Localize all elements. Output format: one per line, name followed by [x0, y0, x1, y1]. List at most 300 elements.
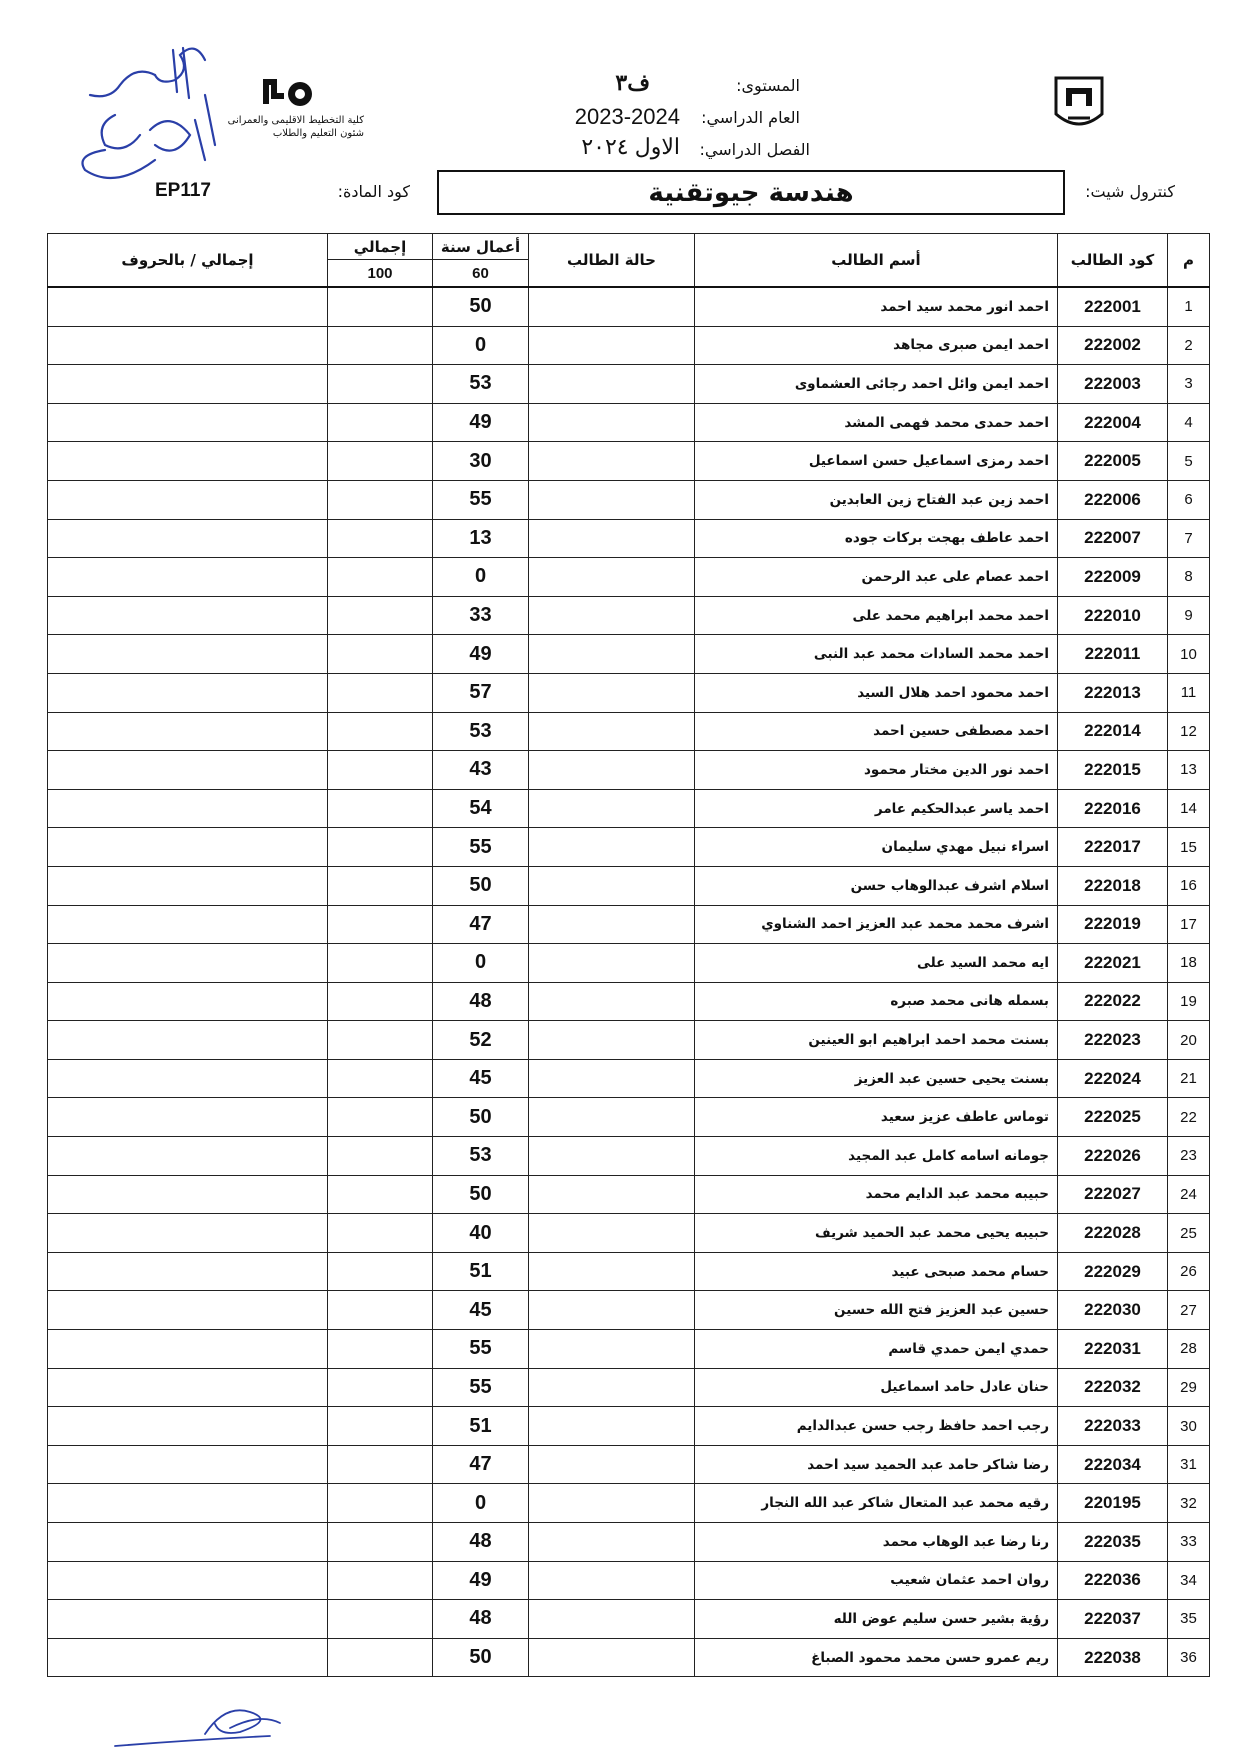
total-words-cell	[48, 1561, 328, 1600]
student-name-cell: اسلام اشرف عبدالوهاب حسن	[695, 866, 1058, 905]
student-code-cell: 222036	[1058, 1561, 1168, 1600]
student-name-cell: بسمله هانى محمد صبره	[695, 982, 1058, 1021]
status-cell	[529, 905, 695, 944]
total-words-cell	[48, 1600, 328, 1639]
total-cell	[328, 1291, 433, 1330]
total-words-cell	[48, 1291, 328, 1330]
year-work-cell: 49	[433, 403, 529, 442]
status-cell	[529, 982, 695, 1021]
row-number-cell: 11	[1168, 673, 1210, 712]
student-code-cell: 222031	[1058, 1330, 1168, 1369]
year-work-cell: 49	[433, 1561, 529, 1600]
status-cell	[529, 1445, 695, 1484]
student-code-cell: 222032	[1058, 1368, 1168, 1407]
total-words-cell	[48, 1445, 328, 1484]
total-words-cell	[48, 1137, 328, 1176]
student-code-cell: 222004	[1058, 403, 1168, 442]
status-cell	[529, 1561, 695, 1600]
student-code-cell: 222010	[1058, 596, 1168, 635]
status-cell	[529, 287, 695, 326]
status-cell	[529, 1098, 695, 1137]
student-name-cell: احمد عاطف بهجت بركات جوده	[695, 519, 1058, 558]
total-words-cell	[48, 326, 328, 365]
row-number-cell: 3	[1168, 365, 1210, 404]
total-cell	[328, 944, 433, 983]
student-code-cell: 222033	[1058, 1407, 1168, 1446]
table-row	[48, 1638, 1210, 1677]
table-row	[48, 751, 1210, 790]
total-words-cell	[48, 480, 328, 519]
row-number-cell: 18	[1168, 944, 1210, 983]
total-words-cell	[48, 558, 328, 597]
total-cell	[328, 1098, 433, 1137]
total-words-cell	[48, 1021, 328, 1060]
status-cell	[529, 480, 695, 519]
semester-value: الاول ٢٠٢٤	[581, 134, 680, 159]
table-row	[48, 944, 1210, 983]
table-row	[48, 1600, 1210, 1639]
student-code-cell: 222024	[1058, 1059, 1168, 1098]
col-student-code: كود الطالب	[1058, 234, 1168, 288]
student-name-cell: احمد رمزى اسماعيل حسن اسماعيل	[695, 442, 1058, 481]
year-work-cell: 55	[433, 1368, 529, 1407]
total-cell	[328, 403, 433, 442]
row-number-cell: 30	[1168, 1407, 1210, 1446]
grades-table	[47, 233, 1210, 1677]
table-row	[48, 673, 1210, 712]
status-cell	[529, 1638, 695, 1677]
student-code-cell: 222007	[1058, 519, 1168, 558]
status-cell	[529, 1059, 695, 1098]
row-number-cell: 21	[1168, 1059, 1210, 1098]
student-code-cell: 222017	[1058, 828, 1168, 867]
student-name-cell: رضا شاكر حامد عبد الحميد سيد احمد	[695, 1445, 1058, 1484]
year-work-cell: 49	[433, 635, 529, 674]
student-name-cell: احمد ايمن وائل احمد رجائى العشماوى	[695, 365, 1058, 404]
table-row	[48, 1252, 1210, 1291]
total-cell	[328, 1021, 433, 1060]
total-cell	[328, 1600, 433, 1639]
year-work-cell: 40	[433, 1214, 529, 1253]
table-row	[48, 365, 1210, 404]
status-cell	[529, 944, 695, 983]
year-work-cell: 45	[433, 1291, 529, 1330]
total-words-cell	[48, 982, 328, 1021]
total-words-cell	[48, 1175, 328, 1214]
control-sheet-label: كنترول شيت:	[1085, 182, 1175, 201]
status-cell	[529, 789, 695, 828]
student-code-cell: 222021	[1058, 944, 1168, 983]
table-row	[48, 1175, 1210, 1214]
total-cell	[328, 1638, 433, 1677]
student-code-cell: 222011	[1058, 635, 1168, 674]
status-cell	[529, 635, 695, 674]
row-number-cell: 6	[1168, 480, 1210, 519]
total-cell	[328, 1252, 433, 1291]
student-name-cell: اسراء نبيل مهدي سليمان	[695, 828, 1058, 867]
total-words-cell	[48, 1638, 328, 1677]
student-name-cell: حنان عادل حامد اسماعيل	[695, 1368, 1058, 1407]
faculty-text	[222, 114, 364, 140]
total-cell	[328, 712, 433, 751]
student-code-cell: 222015	[1058, 751, 1168, 790]
table-row	[48, 1021, 1210, 1060]
total-cell	[328, 828, 433, 867]
total-cell	[328, 1368, 433, 1407]
status-cell	[529, 442, 695, 481]
level-value: ف٣	[615, 70, 650, 95]
total-words-cell	[48, 944, 328, 983]
student-code-cell: 222022	[1058, 982, 1168, 1021]
status-cell	[529, 866, 695, 905]
total-words-cell	[48, 905, 328, 944]
year-work-cell: 51	[433, 1407, 529, 1446]
student-code-cell: 222038	[1058, 1638, 1168, 1677]
student-name-cell: احمد حمدى محمد فهمى المشد	[695, 403, 1058, 442]
student-name-cell: جومانه اسامه كامل عبد المجيد	[695, 1137, 1058, 1176]
table-row	[48, 982, 1210, 1021]
table-row	[48, 1059, 1210, 1098]
year-work-cell: 43	[433, 751, 529, 790]
student-code-cell: 220195	[1058, 1484, 1168, 1523]
row-number-cell: 19	[1168, 982, 1210, 1021]
total-words-cell	[48, 751, 328, 790]
row-number-cell: 22	[1168, 1098, 1210, 1137]
table-row	[48, 519, 1210, 558]
student-code-cell: 222016	[1058, 789, 1168, 828]
row-number-cell: 10	[1168, 635, 1210, 674]
student-name-cell: احمد ايمن صبرى مجاهد	[695, 326, 1058, 365]
total-words-cell	[48, 365, 328, 404]
table-row	[48, 712, 1210, 751]
col-m: م	[1168, 234, 1210, 288]
year-work-cell: 45	[433, 1059, 529, 1098]
status-cell	[529, 1175, 695, 1214]
col-total: إجمالي	[328, 234, 433, 260]
total-words-cell	[48, 1330, 328, 1369]
total-cell	[328, 1059, 433, 1098]
total-words-cell	[48, 635, 328, 674]
total-cell	[328, 596, 433, 635]
student-name-cell: توماس عاطف عزيز سعيد	[695, 1098, 1058, 1137]
status-cell	[529, 1021, 695, 1060]
col-year-work-max: 60	[433, 260, 529, 287]
table-row	[48, 326, 1210, 365]
status-cell	[529, 1214, 695, 1253]
student-name-cell: حبيبه يحيى محمد عبد الحميد شريف	[695, 1214, 1058, 1253]
row-number-cell: 13	[1168, 751, 1210, 790]
total-cell	[328, 1561, 433, 1600]
total-cell	[328, 519, 433, 558]
student-name-cell: رقيه محمد عبد المتعال شاكر عبد الله النجار	[695, 1484, 1058, 1523]
student-code-cell: 222026	[1058, 1137, 1168, 1176]
total-cell	[328, 866, 433, 905]
row-number-cell: 35	[1168, 1600, 1210, 1639]
student-name-cell: رؤية بشير حسن سليم عوض الله	[695, 1600, 1058, 1639]
student-code-cell: 222003	[1058, 365, 1168, 404]
table-row	[48, 1368, 1210, 1407]
status-cell	[529, 1600, 695, 1639]
row-number-cell: 15	[1168, 828, 1210, 867]
row-number-cell: 9	[1168, 596, 1210, 635]
student-name-cell: احمد انور محمد سيد احمد	[695, 287, 1058, 326]
student-code-cell: 222034	[1058, 1445, 1168, 1484]
year-work-cell: 0	[433, 944, 529, 983]
row-number-cell: 12	[1168, 712, 1210, 751]
row-number-cell: 20	[1168, 1021, 1210, 1060]
status-cell	[529, 596, 695, 635]
year-work-cell: 53	[433, 365, 529, 404]
student-code-cell: 222018	[1058, 866, 1168, 905]
table-row	[48, 1137, 1210, 1176]
semester-label: الفصل الدراسي:	[699, 140, 810, 159]
student-name-cell: اشرف محمد محمد عبد العزيز احمد الشناوي	[695, 905, 1058, 944]
total-cell	[328, 1137, 433, 1176]
student-name-cell: بسنت محمد احمد ابراهيم ابو العينين	[695, 1021, 1058, 1060]
total-words-cell	[48, 673, 328, 712]
status-cell	[529, 1368, 695, 1407]
table-body	[48, 287, 1210, 1677]
student-code-cell: 222014	[1058, 712, 1168, 751]
student-code-cell: 222025	[1058, 1098, 1168, 1137]
col-student-status: حالة الطالب	[529, 234, 695, 288]
row-number-cell: 28	[1168, 1330, 1210, 1369]
status-cell	[529, 1291, 695, 1330]
status-cell	[529, 712, 695, 751]
total-words-cell	[48, 1407, 328, 1446]
row-number-cell: 2	[1168, 326, 1210, 365]
total-words-cell	[48, 403, 328, 442]
total-cell	[328, 905, 433, 944]
student-name-cell: روان احمد عثمان شعيب	[695, 1561, 1058, 1600]
table-row	[48, 1561, 1210, 1600]
row-number-cell: 32	[1168, 1484, 1210, 1523]
year-work-cell: 30	[433, 442, 529, 481]
total-cell	[328, 558, 433, 597]
table-row	[48, 1214, 1210, 1253]
status-cell	[529, 1484, 695, 1523]
table-row	[48, 403, 1210, 442]
table-row	[48, 1330, 1210, 1369]
table-row	[48, 596, 1210, 635]
row-number-cell: 14	[1168, 789, 1210, 828]
year-work-cell: 50	[433, 866, 529, 905]
status-cell	[529, 1330, 695, 1369]
subject-name: هندسة جيوتقنية	[437, 170, 1065, 215]
status-cell	[529, 1523, 695, 1562]
year-work-cell: 55	[433, 480, 529, 519]
status-cell	[529, 1407, 695, 1446]
total-cell	[328, 1330, 433, 1369]
row-number-cell: 7	[1168, 519, 1210, 558]
col-total-max: 100	[328, 260, 433, 287]
total-cell	[328, 1445, 433, 1484]
student-name-cell: احمد زين عبد الفتاح زين العابدين	[695, 480, 1058, 519]
total-words-cell	[48, 1368, 328, 1407]
student-code-cell: 222029	[1058, 1252, 1168, 1291]
table-row	[48, 905, 1210, 944]
student-name-cell: حسام محمد صبحى عبيد	[695, 1252, 1058, 1291]
student-code-cell: 222037	[1058, 1600, 1168, 1639]
total-cell	[328, 1484, 433, 1523]
table-row	[48, 1445, 1210, 1484]
row-number-cell: 36	[1168, 1638, 1210, 1677]
total-words-cell	[48, 789, 328, 828]
student-name-cell: حبيبه محمد عبد الدايم محمد	[695, 1175, 1058, 1214]
col-total-words: إجمالي / بالحروف	[48, 234, 328, 288]
student-name-cell: حمدي ايمن حمدي قاسم	[695, 1330, 1058, 1369]
total-cell	[328, 635, 433, 674]
table-row	[48, 442, 1210, 481]
total-cell	[328, 1214, 433, 1253]
student-name-cell: احمد عصام على عبد الرحمن	[695, 558, 1058, 597]
total-cell	[328, 287, 433, 326]
year-work-cell: 48	[433, 982, 529, 1021]
student-code-cell: 222002	[1058, 326, 1168, 365]
year-work-cell: 52	[433, 1021, 529, 1060]
student-name-cell: احمد نور الدين مختار محمود	[695, 751, 1058, 790]
year-work-cell: 50	[433, 1098, 529, 1137]
year-work-cell: 47	[433, 1445, 529, 1484]
row-number-cell: 23	[1168, 1137, 1210, 1176]
row-number-cell: 4	[1168, 403, 1210, 442]
row-number-cell: 8	[1168, 558, 1210, 597]
year-work-cell: 0	[433, 326, 529, 365]
status-cell	[529, 365, 695, 404]
student-code-cell: 222009	[1058, 558, 1168, 597]
total-words-cell	[48, 1059, 328, 1098]
year-work-cell: 57	[433, 673, 529, 712]
year-work-cell: 48	[433, 1600, 529, 1639]
status-cell	[529, 519, 695, 558]
year-work-cell: 33	[433, 596, 529, 635]
year-work-cell: 50	[433, 1638, 529, 1677]
row-number-cell: 16	[1168, 866, 1210, 905]
table-row	[48, 287, 1210, 326]
total-words-cell	[48, 1214, 328, 1253]
total-cell	[328, 442, 433, 481]
student-name-cell: ريم عمرو حسن محمد محمود الصباغ	[695, 1638, 1058, 1677]
table-row	[48, 1484, 1210, 1523]
student-name-cell: احمد محمد ابراهيم محمد على	[695, 596, 1058, 635]
student-code-cell: 222005	[1058, 442, 1168, 481]
status-cell	[529, 673, 695, 712]
student-code-cell: 222035	[1058, 1523, 1168, 1562]
year-work-cell: 50	[433, 287, 529, 326]
status-cell	[529, 558, 695, 597]
student-code-cell: 222013	[1058, 673, 1168, 712]
year-label: العام الدراسي:	[701, 108, 800, 127]
row-number-cell: 27	[1168, 1291, 1210, 1330]
table-row	[48, 480, 1210, 519]
signature	[110, 1700, 310, 1750]
faculty-logo	[262, 74, 318, 110]
table-row	[48, 635, 1210, 674]
university-seal	[1048, 74, 1110, 136]
year-work-cell: 48	[433, 1523, 529, 1562]
total-cell	[328, 1175, 433, 1214]
student-code-cell: 222028	[1058, 1214, 1168, 1253]
total-cell	[328, 365, 433, 404]
handwritten-note	[55, 20, 245, 210]
total-cell	[328, 480, 433, 519]
status-cell	[529, 828, 695, 867]
student-name-cell: ايه محمد السيد على	[695, 944, 1058, 983]
student-name-cell: رنا رضا عبد الوهاب محمد	[695, 1523, 1058, 1562]
total-cell	[328, 789, 433, 828]
faculty-department: شئون التعليم والطلاب	[272, 128, 364, 139]
row-number-cell: 25	[1168, 1214, 1210, 1253]
student-name-cell: احمد ياسر عبدالحكيم عامر	[695, 789, 1058, 828]
level-label: المستوى:	[736, 76, 800, 95]
total-words-cell	[48, 866, 328, 905]
student-code-cell: 222006	[1058, 480, 1168, 519]
table-row	[48, 1407, 1210, 1446]
table-row	[48, 558, 1210, 597]
total-cell	[328, 1523, 433, 1562]
status-cell	[529, 1252, 695, 1291]
total-words-cell	[48, 1252, 328, 1291]
student-code-cell: 222019	[1058, 905, 1168, 944]
status-cell	[529, 326, 695, 365]
total-words-cell	[48, 712, 328, 751]
total-words-cell	[48, 1098, 328, 1137]
table-row	[48, 1291, 1210, 1330]
student-name-cell: حسين عبد العزيز فتح الله حسين	[695, 1291, 1058, 1330]
student-code-cell: 222001	[1058, 287, 1168, 326]
year-value: 2023-2024	[574, 104, 680, 129]
total-words-cell	[48, 442, 328, 481]
row-number-cell: 33	[1168, 1523, 1210, 1562]
total-cell	[328, 673, 433, 712]
student-code-cell: 222023	[1058, 1021, 1168, 1060]
row-number-cell: 31	[1168, 1445, 1210, 1484]
table-row	[48, 1098, 1210, 1137]
year-work-cell: 0	[433, 558, 529, 597]
course-code-label: كود المادة:	[337, 182, 410, 201]
table-row	[48, 866, 1210, 905]
row-number-cell: 17	[1168, 905, 1210, 944]
table-row	[48, 828, 1210, 867]
total-cell	[328, 751, 433, 790]
total-words-cell	[48, 596, 328, 635]
year-work-cell: 55	[433, 828, 529, 867]
total-words-cell	[48, 1484, 328, 1523]
table-row	[48, 789, 1210, 828]
row-number-cell: 1	[1168, 287, 1210, 326]
row-number-cell: 26	[1168, 1252, 1210, 1291]
row-number-cell: 24	[1168, 1175, 1210, 1214]
row-number-cell: 5	[1168, 442, 1210, 481]
total-words-cell	[48, 519, 328, 558]
student-name-cell: احمد محمد السادات محمد عبد النبى	[695, 635, 1058, 674]
student-name-cell: احمد محمود احمد هلال السيد	[695, 673, 1058, 712]
status-cell	[529, 1137, 695, 1176]
table-row	[48, 1523, 1210, 1562]
total-words-cell	[48, 1523, 328, 1562]
year-work-cell: 0	[433, 1484, 529, 1523]
student-name-cell: احمد مصطفى حسين احمد	[695, 712, 1058, 751]
year-work-cell: 55	[433, 1330, 529, 1369]
year-work-cell: 53	[433, 712, 529, 751]
year-work-cell: 47	[433, 905, 529, 944]
row-number-cell: 29	[1168, 1368, 1210, 1407]
row-number-cell: 34	[1168, 1561, 1210, 1600]
status-cell	[529, 403, 695, 442]
col-student-name: أسم الطالب	[695, 234, 1058, 288]
total-cell	[328, 1407, 433, 1446]
year-work-cell: 54	[433, 789, 529, 828]
